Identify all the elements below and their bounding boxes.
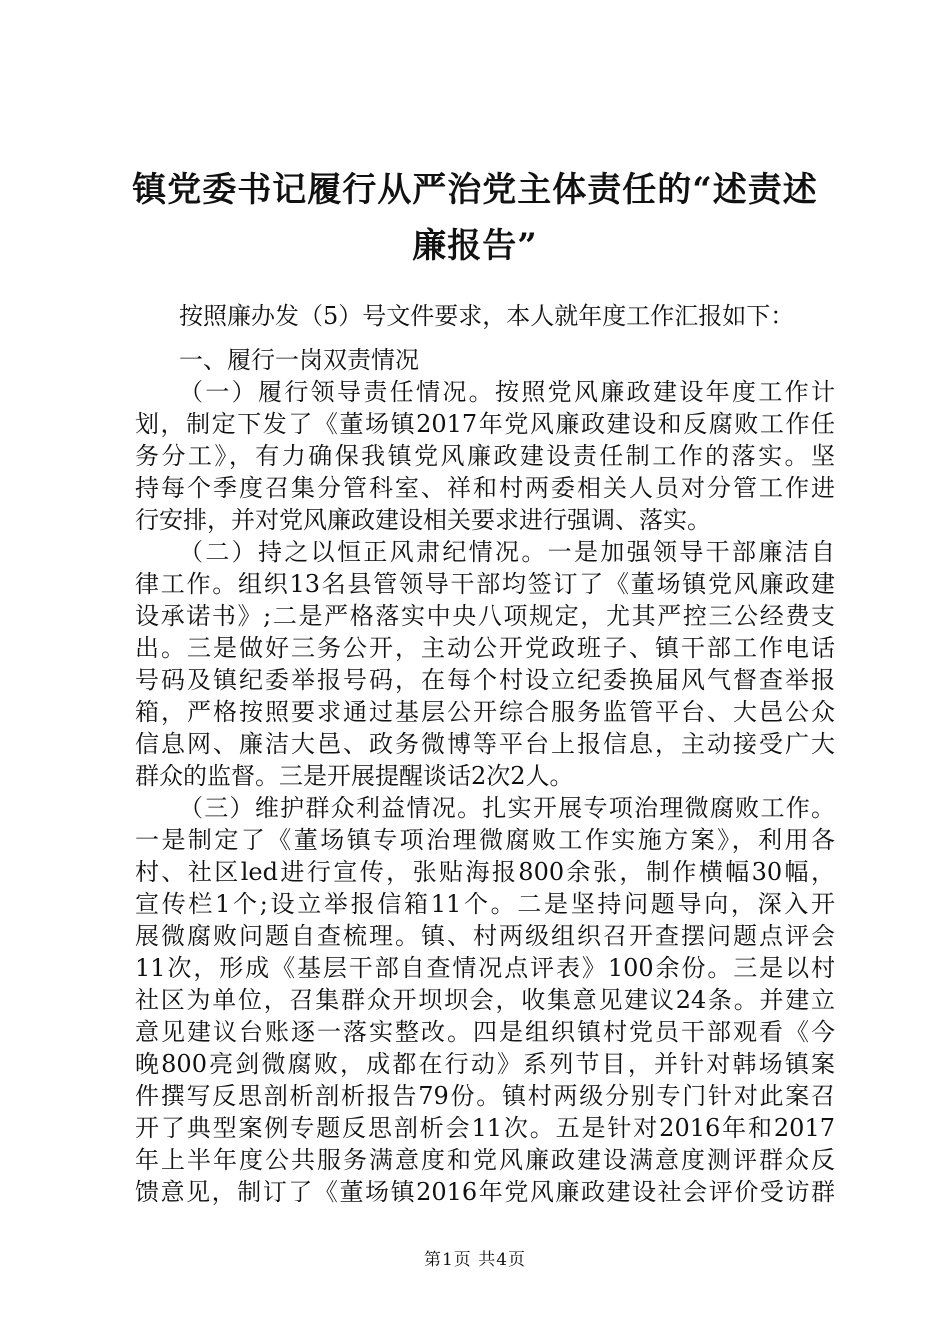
paragraph-line: 11次，形成《基层干部自查情况点评表》100余份。三是以村 — [135, 954, 835, 982]
paragraph-line: 信息网、廉洁大邑、政务微博等平台上报信息，主动接受广大 — [135, 730, 835, 758]
paragraph-line: 开了典型案例专题反思剖析会11次。五是针对2016年和2017 — [135, 1114, 835, 1142]
paragraph-line: 意见建议台账逐一落实整改。四是组织镇村党员干部观看《今 — [135, 1018, 835, 1046]
section-heading: 一、履行一岗双责情况 — [179, 346, 419, 374]
paragraph-line: 律工作。组织13名县管领导干部均签订了《董场镇党风廉政建 — [135, 570, 835, 598]
paragraph-line: 村、社区led进行宣传，张贴海报800余张，制作横幅30幅， — [135, 858, 835, 886]
document-body — [135, 300, 835, 1208]
paragraph-public-interest — [135, 792, 835, 1208]
paragraph-line: 箱，严格按照要求通过基层公开综合服务监管平台、大邑公众 — [135, 698, 835, 726]
paragraph-leadership — [135, 376, 835, 536]
document-title-line-2: 廉报告” — [412, 226, 538, 266]
paragraph-line: 宣传栏1个;设立举报信箱11个。二是坚持问题导向，深入开 — [135, 890, 835, 918]
paragraph-line: （一）履行领导责任情况。按照党风廉政建设年度工作计 — [179, 378, 835, 406]
intro-paragraph: 按照廉办发（5）号文件要求，本人就年度工作汇报如下： — [179, 302, 795, 330]
paragraph-line: 展微腐败问题自查梳理。镇、村两级组织召开查摆问题点评会 — [135, 922, 835, 950]
paragraph-line: 群众的监督。三是开展提醒谈话2次2人。 — [135, 762, 574, 790]
paragraph-line: （三）维护群众利益情况。扎实开展专项治理微腐败工作。 — [179, 794, 835, 822]
paragraph-line: 持每个季度召集分管科室、祥和村两委相关人员对分管工作进 — [135, 474, 835, 502]
paragraph-line: 务分工》，有力确保我镇党风廉政建设责任制工作的落实。坚 — [135, 442, 835, 470]
paragraph-line: 号码及镇纪委举报号码，在每个村设立纪委换届风气督查举报 — [135, 666, 835, 694]
paragraph-line: 一是制定了《董场镇专项治理微腐败工作实施方案》，利用各 — [135, 826, 835, 854]
paragraph-line: 划，制定下发了《董场镇2017年党风廉政建设和反腐败工作任 — [135, 410, 835, 438]
paragraph-line: 晚800亮剑微腐败，成都在行动》系列节目，并针对韩场镇案 — [135, 1050, 835, 1078]
paragraph-line: 社区为单位，召集群众开坝坝会，收集意见建议24条。并建立 — [135, 986, 835, 1014]
paragraph-line: 馈意见，制订了《董场镇2016年党风廉政建设社会评价受访群 — [135, 1178, 835, 1206]
paragraph-line: （二）持之以恒正风肃纪情况。一是加强领导干部廉洁自 — [179, 538, 835, 566]
paragraph-line: 出。三是做好三务公开，主动公开党政班子、镇干部工作电话 — [135, 634, 835, 662]
paragraph-line: 年上半年度公共服务满意度和党风廉政建设满意度测评群众反 — [135, 1146, 835, 1174]
paragraph-line: 设承诺书》;二是严格落实中央八项规定，尤其严控三公经费支 — [135, 602, 835, 630]
page-number-footer: 第1页 共4页 — [423, 1250, 527, 1270]
paragraph-line: 行安排，并对党风廉政建设相关要求进行强调、落实。 — [135, 506, 711, 534]
paragraph-discipline — [135, 536, 835, 792]
document-title-line-1: 镇党委书记履行从严治党主体责任的“述责述 — [132, 170, 818, 210]
paragraph-line: 件撰写反思剖析剖析报告79份。镇村两级分别专门针对此案召 — [135, 1082, 835, 1110]
